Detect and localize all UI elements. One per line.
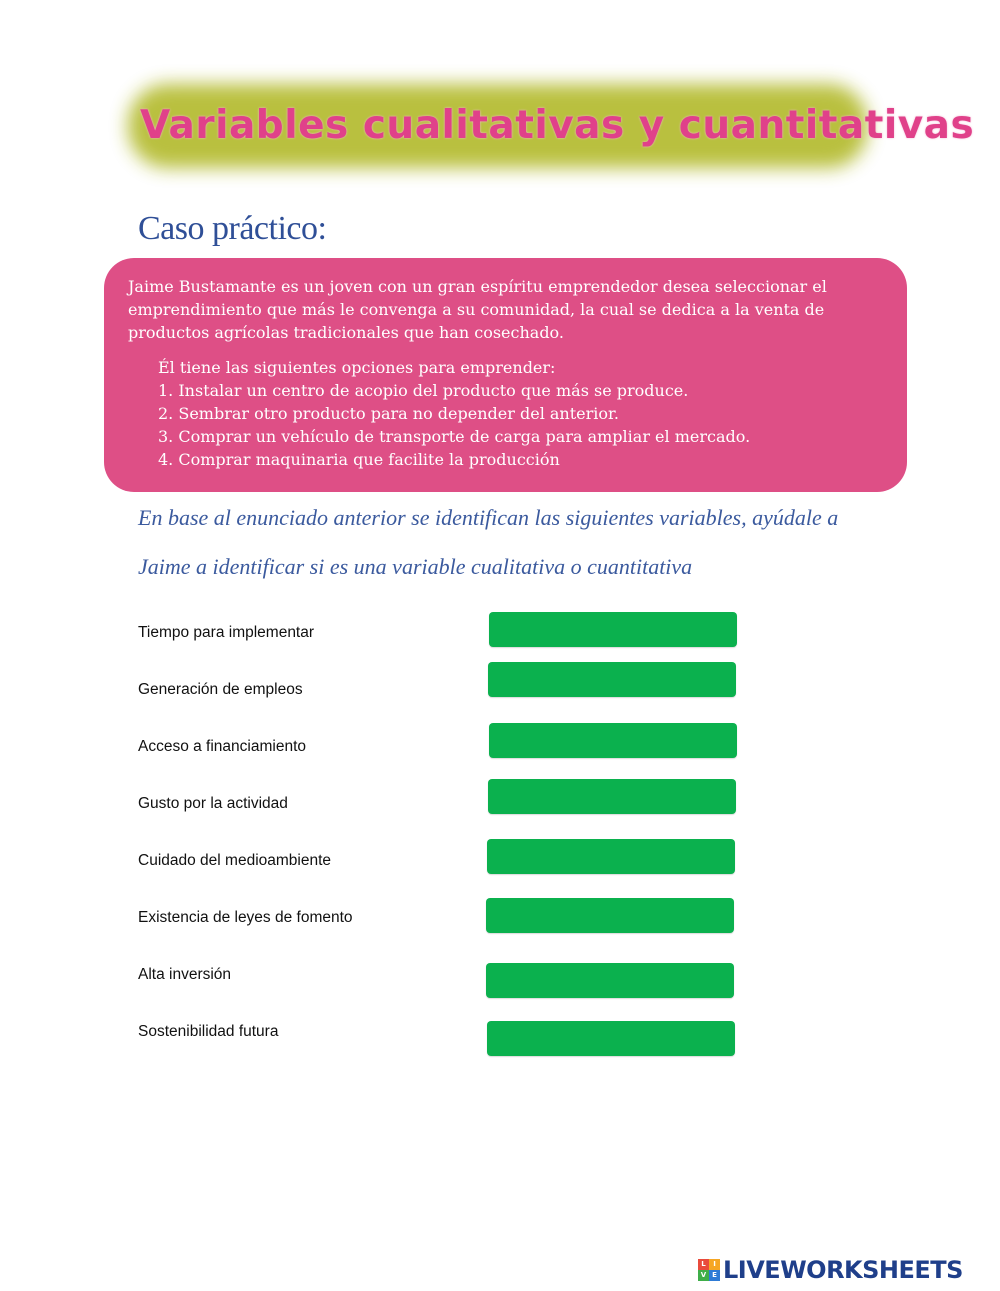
answer-box-cuidado-del-medioambiente[interactable] xyxy=(487,839,735,874)
instruction-line-2: Jaime a identificar si es una variable cualitativa o cuantitativa xyxy=(138,554,693,579)
logo-letter: L xyxy=(698,1259,709,1270)
variable-label: Acceso a financiamiento xyxy=(138,738,307,755)
variable-label: Cuidado del medioambiente xyxy=(138,852,332,869)
case-option: 2. Sembrar otro producto para no depender del anterior. xyxy=(158,404,620,423)
case-option: 1. Instalar un centro de acopio del producto que más se produce. xyxy=(158,381,689,400)
logo-letter: E xyxy=(709,1270,720,1281)
case-option: 3. Comprar un vehículo de transporte de carga para ampliar el mercado. xyxy=(158,427,751,446)
case-intro-text: Jaime Bustamante es un joven con un gran espíritu emprendedor desea seleccionar el emprendimiento que más le convenga a su comunidad, la cual se dedica a la venta de productos agrícolas tradicionales que han cosechado. xyxy=(128,277,827,342)
liveworksheets-brand xyxy=(698,1256,963,1284)
logo-letter: I xyxy=(709,1259,720,1270)
variable-label: Sostenibilidad futura xyxy=(138,1023,279,1040)
answer-box-gusto-por-la-actividad[interactable] xyxy=(488,779,736,814)
variable-label: Existencia de leyes de fomento xyxy=(138,909,353,926)
variable-label: Generación de empleos xyxy=(138,681,303,698)
answer-box-alta-inversion[interactable] xyxy=(486,963,734,998)
variable-label: Gusto por la actividad xyxy=(138,795,288,812)
answer-box-acceso-a-financiamiento[interactable] xyxy=(489,723,737,758)
case-option: 4. Comprar maquinaria que facilite la producción xyxy=(158,450,560,469)
page-title: Variables cualitativas y cuantitativas xyxy=(140,103,975,148)
variable-label: Alta inversión xyxy=(138,966,232,983)
answer-box-existencia-de-leyes-de-fomento[interactable] xyxy=(486,898,734,933)
logo-letter: V xyxy=(698,1270,709,1281)
variable-label: Tiempo para implementar xyxy=(138,624,315,641)
instruction-line-1: En base al enunciado anterior se identifican las siguientes variables, ayúdale a xyxy=(138,505,839,530)
answer-box-tiempo-para-implementar[interactable] xyxy=(489,612,737,647)
answer-box-generacion-de-empleos[interactable] xyxy=(488,662,736,697)
case-description-box xyxy=(104,258,907,492)
liveworksheets-logo-icon xyxy=(698,1259,720,1281)
case-heading: Caso práctico: xyxy=(138,210,327,247)
answer-box-sostenibilidad-futura[interactable] xyxy=(487,1021,735,1056)
case-options-lead: Él tiene las siguientes opciones para emprender: xyxy=(158,358,556,377)
case-options-list xyxy=(158,356,881,471)
brand-text: LIVEWORKSHEETS xyxy=(723,1256,963,1284)
